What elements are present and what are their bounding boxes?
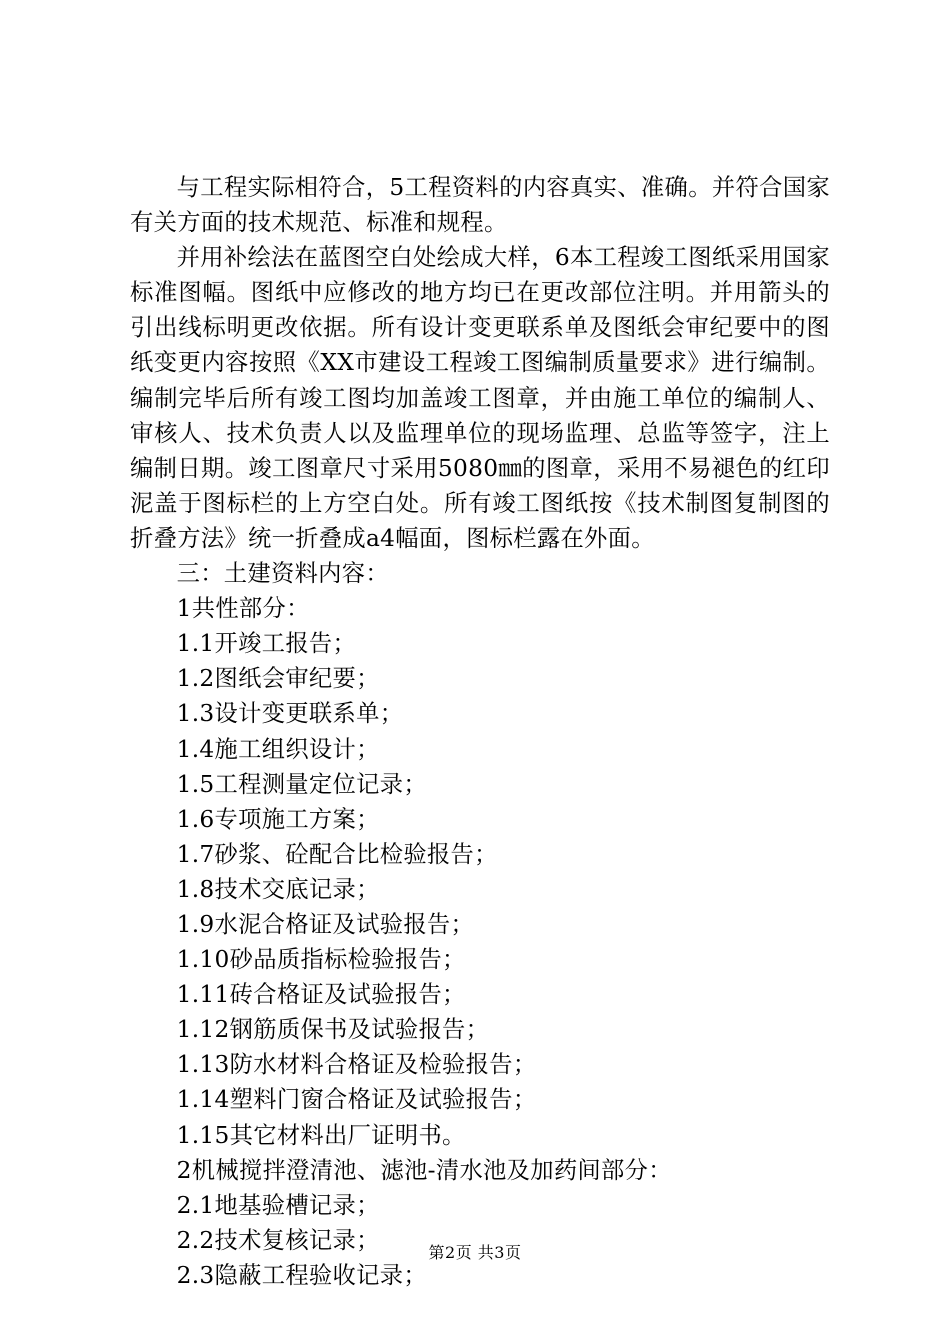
list-line: 1.12钢筋质保书及试验报告； — [176, 1016, 490, 1044]
list-line: 1共性部分： — [176, 595, 310, 623]
list-line: 2.1地基验槽记录； — [176, 1191, 380, 1219]
list-line: 1.3设计变更联系单； — [176, 700, 404, 728]
paragraph-1: 与工程实际相符合，5工程资料的内容真实、准确。并符合国家有关方面的技术规范、标准和规程。 — [130, 174, 830, 237]
list-line: 2.2技术复核记录； — [176, 1226, 380, 1254]
list-line: 2机械搅拌澄清池、滤池-清水池及加药间部分： — [176, 1156, 672, 1184]
list-line: 1.4施工组织设计； — [176, 735, 380, 763]
paragraph-2: 并用补绘法在蓝图空白处绘成大样，6本工程竣工图纸采用国家标准图幅。图纸中应修改的地方均已在更改部位注明。并用箭头的引出线标明更改依据。所有设计变更联系单及图纸会审纪要中的图纸变更内容按照《XX市建设工程竣工图编制质量要求》进行编制。编制完毕后所有竣工图均加盖竣工图章，并由施工单位的编制人、审核人、技术负责人以及监理单位的现场监理、总监等签字，注上编制日期。竣工图章尺寸采用5080㎜的图章，采用不易褪色的红印泥盖于图标栏的上方空白处。所有竣工图纸按《技术制图复制图的折叠方法》统一折叠成a4幅面，图标栏露在外面。 — [130, 244, 830, 552]
list-line: 1.5工程测量定位记录； — [176, 770, 427, 798]
list-line: 1.11砖合格证及试验报告； — [176, 981, 466, 1009]
list-line: 1.14塑料门窗合格证及试验报告； — [176, 1086, 537, 1114]
list-line: 1.8技术交底记录； — [176, 875, 380, 903]
list-line: 1.9水泥合格证及试验报告； — [176, 910, 475, 938]
page-number-footer: 第2页 共3页 — [428, 1243, 522, 1262]
list-line: 1.6专项施工方案； — [176, 805, 380, 833]
list-line: 1.1开竣工报告； — [176, 630, 357, 658]
list-line: 1.7砂浆、砼配合比检验报告； — [176, 840, 498, 868]
list-line: 三：土建资料内容： — [176, 560, 389, 588]
list-line: 1.15其它材料出厂证明书。 — [176, 1121, 466, 1149]
list-line: 2.3隐蔽工程验收记录； — [176, 1261, 427, 1289]
list-line: 1.2图纸会审纪要； — [176, 665, 380, 693]
list-line: 1.10砂品质指标检验报告； — [176, 946, 466, 974]
document-body — [130, 170, 830, 1293]
content-list — [130, 556, 830, 1293]
list-line: 1.13防水材料合格证及检验报告； — [176, 1051, 537, 1079]
